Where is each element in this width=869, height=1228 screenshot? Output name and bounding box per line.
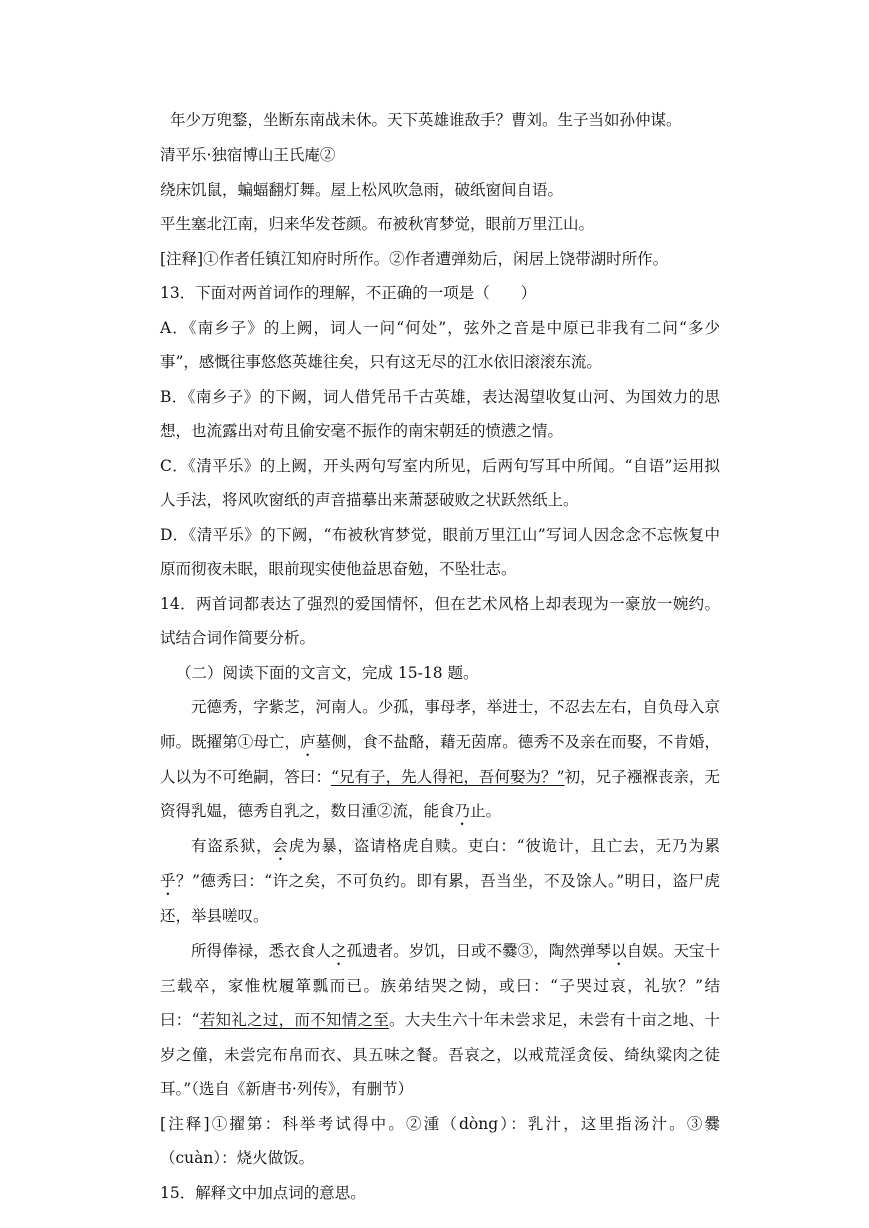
text-block-top — [160, 103, 720, 138]
annotation: [注释]①作者任镇江知府时所作。②作者遭弹劾后，闲居上饶带湖时所作。 — [160, 249, 669, 268]
poem-title: 清平乐·独宿博山王氏庵② — [160, 146, 336, 164]
dotted-word: 以 — [611, 941, 627, 960]
text-span: 止。 — [470, 802, 502, 820]
dotted-word: 庐 — [300, 732, 316, 751]
question-15: 15．解释文中加点词的意思。 — [160, 1183, 366, 1202]
question-13: 13．下面对两首词作的理解，不正确的一项是（ ） — [160, 284, 537, 302]
option-a: A．《南乡子》的上阙，词人一问“何处”，弦外之音是中原已非我有二问“多少事”，感慨往事悠悠英雄往矣，只有这无尽的江水依旧滚滚东流。 — [160, 318, 720, 371]
passage-paragraph-1 — [160, 690, 720, 829]
dotted-word: 乎 — [160, 872, 176, 890]
option-c: C．《清平乐》的上阙，开头两句写室内所见，后两句写耳中所闻。“自语”运用拟人手法，将风吹窗纸的声音描摹出来萧瑟破败之状跃然纸上。 — [160, 456, 720, 509]
text-span: 初，兄子襁褓丧亲，无资得乳媪，德秀自乳之，数日湩②流，能食 — [160, 767, 720, 820]
text-span: 墓侧，食不盐酪，藉无茵席。德秀不及亲在而娶，不肯婚，人以为不可绝嗣，答曰： — [160, 732, 720, 786]
text-span: 自娱。天宝十三载卒，家惟枕履箪瓢而已。族弟结哭之恸，或曰：“子哭过哀，礼欤？”结曰：“ — [160, 941, 720, 1029]
section-heading: （二）阅读下面的文言文，完成 15-18 题。 — [176, 663, 479, 682]
question-14: 14．两首词都表达了强烈的爱国情怀，但在艺术风格上却表现为一豪放一婉约。试结合词作简要分析。 — [160, 594, 720, 647]
text-span: 。大夫生六十年未尝求足，未尝有十亩之地、十岁之僮，未尝完布帛而衣、具五味之餐。吾哀之，以戒荒淫贪佞、绮纨粱肉之徒耳。”（选自《新唐书·列传》，有删节） — [160, 1011, 720, 1098]
text-span: 孤遗者。岁饥，日或不爨③，陶然弹琴 — [346, 941, 612, 960]
option-d: D．《清平乐》的下阙，“布被秋宵梦觉，眼前万里江山”写词人因念念不忘恢复中原而彻夜未眠，眼前现实使他益思奋勉，不坠壮志。 — [160, 525, 720, 578]
text-span: 有盗系狱， — [191, 837, 273, 855]
text-span: 虎为暴，盗请格虎自赎。吏白：“彼诡计，且亡去，无乃为累 — [288, 837, 720, 855]
text-span: 所得俸禄，悉衣食人 — [191, 941, 332, 960]
dotted-word: 之 — [331, 941, 347, 960]
annotation: [注释]①擢第：科举考试得中。②湩（dòng）：乳汁，这里指汤汁。③爨（cuàn）：烧火做饭。 — [160, 1114, 720, 1167]
dotted-word: 会 — [272, 837, 289, 855]
passage-paragraph-3 — [160, 934, 720, 1107]
text-block-poem — [160, 138, 720, 1210]
dotted-word: 乃 — [454, 802, 471, 820]
underlined-sentence: “兄有子，先人得祀，吾何娶为？” — [331, 767, 565, 786]
text-span: 元德秀，字紫芝，河南人。少孤，事母孝，举进士，不忍去左右，自负母入京师。既擢第①母亡， — [160, 698, 720, 751]
option-b: B．《南乡子》的下阙，词人借凭吊千古英雄，表达渴望收复山河、为国效力的思想，也流露出对苟且偷安毫不振作的南宋朝廷的愤懑之情。 — [160, 387, 720, 440]
poem-line: 年少万兜鍪，坐断东南战未休。天下英雄谁敌手？曹刘。生子当如孙仲谋。 — [170, 111, 682, 129]
poem-line: 平生塞北江南，归来华发苍颜。布被秋宵梦觉，眼前万里江山。 — [160, 215, 595, 233]
underlined-sentence: 若知礼之过，而不知情之至 — [199, 1011, 390, 1029]
text-span: ？”德秀曰：“许之矣，不可负约。即有累，吾当坐，不及馀人。”明日，盗尸虎还，举县嗟叹。 — [160, 872, 720, 925]
poem-line: 绕床饥鼠，蝙蝠翻灯舞。屋上松风吹急雨，破纸窗间自语。 — [160, 180, 564, 199]
passage-paragraph-2 — [160, 829, 720, 934]
